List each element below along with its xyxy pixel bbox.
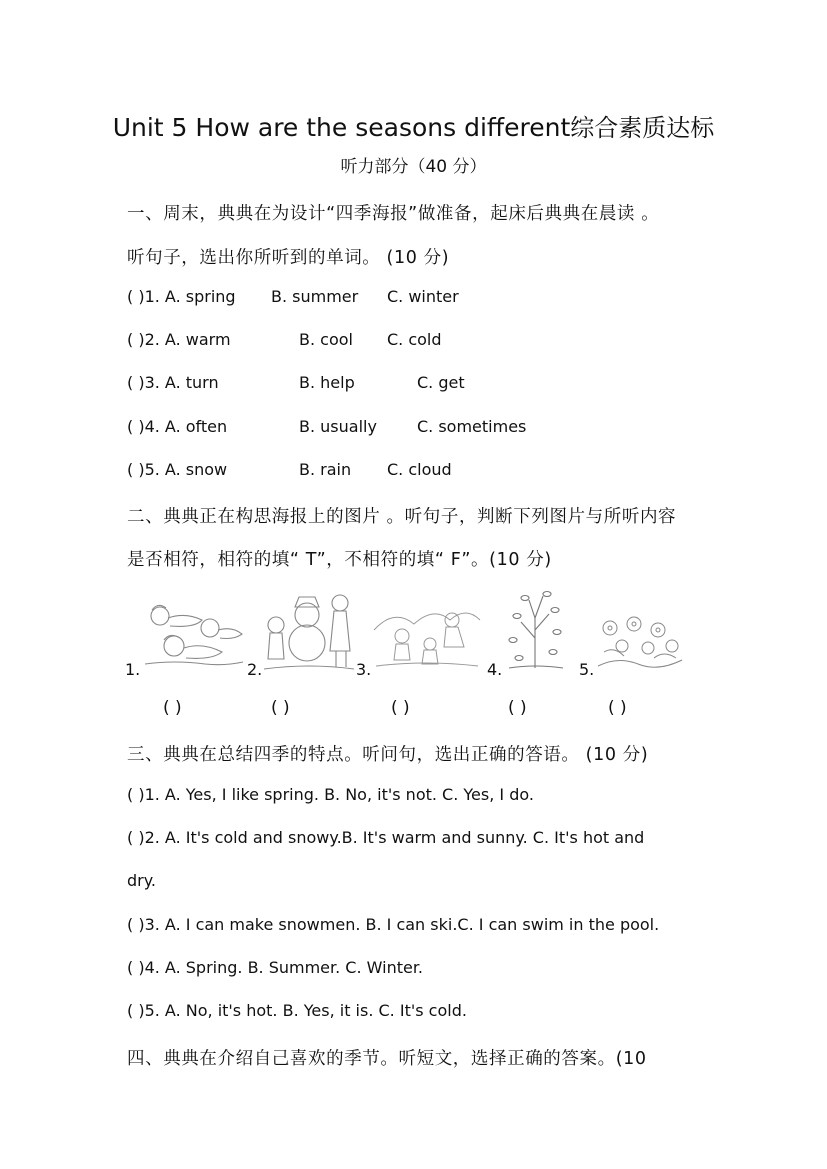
section2-heading-line2: 是否相符，相符的填“ T”，不相符的填“ F”。(10 分) bbox=[127, 550, 552, 570]
section2-heading-line1: 二、典典正在构思海报上的图片 。听句子，判断下列图片与所听内容 bbox=[127, 507, 677, 527]
picture-3-answer-blank[interactable]: ( ) bbox=[391, 698, 410, 718]
s1-q3-option-a: ( )3. A. turn bbox=[127, 373, 219, 392]
s3-question-1: ( )1. A. Yes, I like spring. B. No, it's not. C. Yes, I do. bbox=[127, 785, 534, 804]
s1-q2-option-c: C. cold bbox=[387, 330, 442, 349]
s1-q3-option-b: B. help bbox=[299, 373, 355, 392]
title-english: Unit 5 How are the seasons different bbox=[112, 113, 571, 142]
picture-4-answer-blank[interactable]: ( ) bbox=[508, 698, 527, 718]
title-chinese: 综合素质达标 bbox=[570, 114, 715, 142]
picture-1-answer-blank[interactable]: ( ) bbox=[163, 698, 182, 718]
listening-subtitle: 听力部分（40 分） bbox=[340, 157, 487, 177]
s1-q4-option-c: C. sometimes bbox=[417, 417, 527, 436]
s1-question-3 bbox=[127, 373, 727, 395]
section3-heading: 三、典典在总结四季的特点。听问句，选出正确的答语。 (10 分) bbox=[127, 745, 649, 765]
picture-5-flowers bbox=[594, 612, 686, 672]
s3-question-2: ( )2. A. It's cold and snowy.B. It's warm and sunny. C. It's hot and bbox=[127, 828, 645, 847]
s1-q3-option-c: C. get bbox=[417, 373, 465, 392]
picture-2-snowman bbox=[262, 585, 357, 673]
s1-q4-option-b: B. usually bbox=[299, 417, 377, 436]
s1-q5-option-c: C. cloud bbox=[387, 460, 452, 479]
s3-question-4: ( )4. A. Spring. B. Summer. C. Winter. bbox=[127, 958, 424, 977]
s1-question-4 bbox=[127, 417, 727, 439]
s3-question-3: ( )3. A. I can make snowmen. B. I can ski.C. I can swim in the pool. bbox=[127, 915, 660, 934]
picture-3-kids-playing bbox=[372, 600, 482, 672]
picture-label-1: 1. bbox=[125, 660, 141, 679]
s1-q1-option-b: B. summer bbox=[271, 287, 359, 306]
section4-heading: 四、典典在介绍自己喜欢的季节。听短文，选择正确的答案。(10 bbox=[127, 1049, 647, 1069]
s1-q5-option-a: ( )5. A. snow bbox=[127, 460, 228, 479]
s1-q1-option-c: C. winter bbox=[387, 287, 459, 306]
s1-q5-option-b: B. rain bbox=[299, 460, 352, 479]
s1-q2-option-b: B. cool bbox=[299, 330, 353, 349]
s1-q2-option-a: ( )2. A. warm bbox=[127, 330, 231, 349]
picture-label-4: 4. bbox=[487, 660, 503, 679]
s3-question-5: ( )5. A. No, it's hot. B. Yes, it is. C. It's cold. bbox=[127, 1001, 467, 1020]
page-title bbox=[0, 108, 827, 143]
section1-heading-line1: 一、周末，典典在为设计“四季海报”做准备，起床后典典在晨读 。 bbox=[127, 204, 660, 224]
picture-4-autumn-tree bbox=[505, 588, 567, 672]
s1-question-2 bbox=[127, 330, 727, 352]
picture-5-answer-blank[interactable]: ( ) bbox=[608, 698, 627, 718]
picture-1-children-lying bbox=[140, 598, 245, 670]
picture-label-2: 2. bbox=[247, 660, 263, 679]
s1-q1-option-a: ( )1. A. spring bbox=[127, 287, 236, 306]
picture-label-5: 5. bbox=[579, 660, 595, 679]
picture-label-3: 3. bbox=[356, 660, 372, 679]
section1-heading-line2: 听句子，选出你所听到的单词。 (10 分) bbox=[127, 248, 450, 268]
s1-q4-option-a: ( )4. A. often bbox=[127, 417, 228, 436]
s3-question-2-continued: dry. bbox=[127, 871, 157, 890]
s1-question-5 bbox=[127, 460, 727, 482]
picture-2-answer-blank[interactable]: ( ) bbox=[271, 698, 290, 718]
s1-question-1 bbox=[127, 287, 727, 309]
